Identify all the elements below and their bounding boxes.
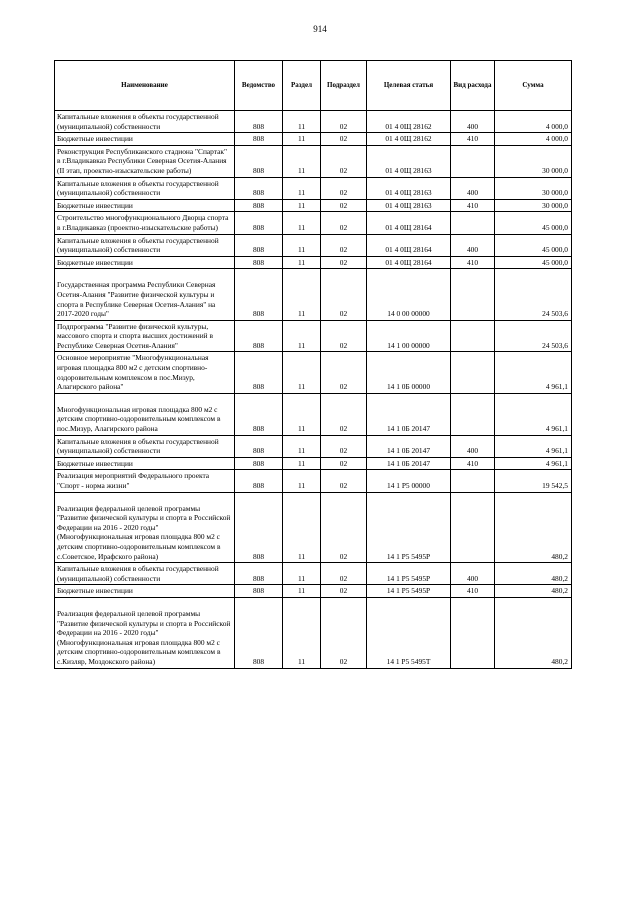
cell-name: Основное мероприятие "Многофункциональная игровая площадка 800 м2 с детским спортивно-оздоровительным комплексом в пос.Мизур, Алагирского района" bbox=[55, 352, 235, 393]
cell-exp-type: 410 bbox=[451, 133, 495, 146]
cell-dept: 808 bbox=[235, 234, 283, 256]
cell-subsection: 02 bbox=[321, 269, 367, 320]
cell-name: Бюджетные инвестиции bbox=[55, 133, 235, 146]
table-row bbox=[55, 597, 572, 668]
table-row bbox=[55, 133, 572, 146]
cell-name: Реконструкция Республиканского стадиона "Спартак" в г.Владикавказ Республики Северная Осетия-Алания (II этап, проектно-изыскательские работы) bbox=[55, 145, 235, 177]
cell-section: 11 bbox=[283, 585, 321, 598]
cell-name: Строительство многофункционального Дворца спорта в г.Владикавказ (проектно-изыскательские работы) bbox=[55, 212, 235, 234]
cell-target: 14 1 00 00000 bbox=[367, 320, 451, 352]
cell-dept: 808 bbox=[235, 435, 283, 457]
cell-target: 01 4 0Щ 28163 bbox=[367, 199, 451, 212]
cell-target: 14 1 0Б 00000 bbox=[367, 352, 451, 393]
cell-sum: 4 000,0 bbox=[495, 133, 572, 146]
cell-section: 11 bbox=[283, 145, 321, 177]
cell-sum: 45 000,0 bbox=[495, 256, 572, 269]
cell-dept: 808 bbox=[235, 563, 283, 585]
cell-name: Реализация федеральной целевой программы "Развитие физической культуры и спорта в Российской Федерации на 2016 - 2020 годы"(Многофункциональная игровая площадка 800 м2 с детским спортивно-оздоровительным комплексом в с.Кизляр, Моздокского района) bbox=[55, 597, 235, 668]
cell-subsection: 02 bbox=[321, 133, 367, 146]
cell-dept: 808 bbox=[235, 597, 283, 668]
cell-target: 14 1 P5 5495P bbox=[367, 563, 451, 585]
cell-sum: 30 000,0 bbox=[495, 199, 572, 212]
cell-section: 11 bbox=[283, 199, 321, 212]
cell-section: 11 bbox=[283, 393, 321, 435]
table-row bbox=[55, 457, 572, 470]
cell-section: 11 bbox=[283, 133, 321, 146]
cell-exp-type: 400 bbox=[451, 111, 495, 133]
cell-sum: 30 000,0 bbox=[495, 145, 572, 177]
cell-section: 11 bbox=[283, 320, 321, 352]
header-name: Наименование bbox=[55, 61, 235, 111]
header-subsection: Подраздел bbox=[321, 61, 367, 111]
cell-target: 01 4 0Щ 28164 bbox=[367, 234, 451, 256]
cell-subsection: 02 bbox=[321, 585, 367, 598]
cell-sum: 4 961,1 bbox=[495, 352, 572, 393]
cell-target: 01 4 0Щ 28162 bbox=[367, 133, 451, 146]
cell-subsection: 02 bbox=[321, 457, 367, 470]
cell-subsection: 02 bbox=[321, 470, 367, 492]
cell-dept: 808 bbox=[235, 177, 283, 199]
table-row bbox=[55, 435, 572, 457]
cell-subsection: 02 bbox=[321, 435, 367, 457]
cell-name: Бюджетные инвестиции bbox=[55, 457, 235, 470]
cell-target: 01 4 0Щ 28163 bbox=[367, 177, 451, 199]
cell-section: 11 bbox=[283, 352, 321, 393]
cell-sum: 19 542,5 bbox=[495, 470, 572, 492]
cell-name: Подпрограмма "Развитие физической культуры, массового спорта и спорта высших достижений в Республике Северная Осетия-Алания" bbox=[55, 320, 235, 352]
header-exp-type: Вид расхода bbox=[451, 61, 495, 111]
cell-exp-type bbox=[451, 597, 495, 668]
cell-section: 11 bbox=[283, 111, 321, 133]
cell-name: Капитальные вложения в объекты государственной (муниципальной) собственности bbox=[55, 111, 235, 133]
cell-target: 01 4 0Щ 28164 bbox=[367, 256, 451, 269]
cell-section: 11 bbox=[283, 177, 321, 199]
cell-dept: 808 bbox=[235, 585, 283, 598]
header-dept: Ведомство bbox=[235, 61, 283, 111]
cell-dept: 808 bbox=[235, 199, 283, 212]
cell-sum: 30 000,0 bbox=[495, 177, 572, 199]
cell-exp-type: 400 bbox=[451, 563, 495, 585]
cell-sum: 4 961,1 bbox=[495, 435, 572, 457]
cell-target: 01 4 0Щ 28162 bbox=[367, 111, 451, 133]
table-row bbox=[55, 470, 572, 492]
cell-subsection: 02 bbox=[321, 597, 367, 668]
table-row bbox=[55, 393, 572, 435]
cell-sum: 45 000,0 bbox=[495, 234, 572, 256]
cell-target: 14 1 P5 5495P bbox=[367, 492, 451, 563]
table-header bbox=[55, 61, 572, 111]
cell-exp-type: 410 bbox=[451, 256, 495, 269]
cell-section: 11 bbox=[283, 470, 321, 492]
cell-subsection: 02 bbox=[321, 234, 367, 256]
cell-target: 01 4 0Щ 28164 bbox=[367, 212, 451, 234]
header-sum: Сумма bbox=[495, 61, 572, 111]
cell-dept: 808 bbox=[235, 393, 283, 435]
cell-sum: 480,2 bbox=[495, 563, 572, 585]
cell-exp-type bbox=[451, 212, 495, 234]
cell-subsection: 02 bbox=[321, 563, 367, 585]
cell-name: Капитальные вложения в объекты государственной (муниципальной) собственности bbox=[55, 563, 235, 585]
cell-name: Капитальные вложения в объекты государственной (муниципальной) собственности bbox=[55, 177, 235, 199]
cell-section: 11 bbox=[283, 212, 321, 234]
cell-dept: 808 bbox=[235, 457, 283, 470]
cell-exp-type bbox=[451, 269, 495, 320]
table-row bbox=[55, 256, 572, 269]
cell-target: 14 1 P5 5495T bbox=[367, 597, 451, 668]
cell-subsection: 02 bbox=[321, 352, 367, 393]
cell-exp-type: 400 bbox=[451, 435, 495, 457]
cell-exp-type bbox=[451, 145, 495, 177]
cell-section: 11 bbox=[283, 563, 321, 585]
cell-target: 14 1 P5 5495P bbox=[367, 585, 451, 598]
cell-name: Капитальные вложения в объекты государственной (муниципальной) собственности bbox=[55, 435, 235, 457]
table-row bbox=[55, 145, 572, 177]
cell-sum: 480,2 bbox=[495, 585, 572, 598]
table-row bbox=[55, 352, 572, 393]
cell-subsection: 02 bbox=[321, 320, 367, 352]
cell-target: 14 1 0Б 20147 bbox=[367, 435, 451, 457]
cell-exp-type: 400 bbox=[451, 177, 495, 199]
table-row bbox=[55, 269, 572, 320]
cell-dept: 808 bbox=[235, 492, 283, 563]
table-row bbox=[55, 212, 572, 234]
page-number: 914 bbox=[313, 24, 327, 34]
cell-exp-type: 410 bbox=[451, 585, 495, 598]
cell-target: 14 1 0Б 20147 bbox=[367, 393, 451, 435]
table-row bbox=[55, 111, 572, 133]
cell-sum: 4 961,1 bbox=[495, 393, 572, 435]
table-row bbox=[55, 234, 572, 256]
cell-subsection: 02 bbox=[321, 492, 367, 563]
cell-dept: 808 bbox=[235, 352, 283, 393]
cell-name: Реализация федеральной целевой программы "Развитие физической культуры и спорта в Российской Федерации на 2016 - 2020 годы"(Многофункциональная игровая площадка 800 м2 с детским спортивно-оздоровительным комплексом в с.Советское, Ирафского района) bbox=[55, 492, 235, 563]
cell-dept: 808 bbox=[235, 320, 283, 352]
table-body bbox=[55, 111, 572, 669]
table-row bbox=[55, 563, 572, 585]
cell-exp-type: 410 bbox=[451, 457, 495, 470]
table-row bbox=[55, 320, 572, 352]
cell-subsection: 02 bbox=[321, 393, 367, 435]
cell-dept: 808 bbox=[235, 212, 283, 234]
cell-dept: 808 bbox=[235, 145, 283, 177]
cell-sum: 24 503,6 bbox=[495, 320, 572, 352]
header-section: Раздел bbox=[283, 61, 321, 111]
table-row bbox=[55, 199, 572, 212]
cell-exp-type: 400 bbox=[451, 234, 495, 256]
cell-subsection: 02 bbox=[321, 199, 367, 212]
budget-table bbox=[54, 60, 572, 669]
cell-section: 11 bbox=[283, 234, 321, 256]
cell-target: 01 4 0Щ 28163 bbox=[367, 145, 451, 177]
table-row bbox=[55, 177, 572, 199]
cell-dept: 808 bbox=[235, 269, 283, 320]
cell-dept: 808 bbox=[235, 256, 283, 269]
cell-section: 11 bbox=[283, 492, 321, 563]
table-row bbox=[55, 585, 572, 598]
cell-name: Капитальные вложения в объекты государственной (муниципальной) собственности bbox=[55, 234, 235, 256]
cell-subsection: 02 bbox=[321, 212, 367, 234]
cell-name: Государственная программа Республики Северная Осетия-Алания "Развитие физической культуры и спорта в Республике Северная Осетия-Алания" на 2017-2020 годы" bbox=[55, 269, 235, 320]
cell-section: 11 bbox=[283, 597, 321, 668]
cell-name: Бюджетные инвестиции bbox=[55, 585, 235, 598]
cell-name: Бюджетные инвестиции bbox=[55, 256, 235, 269]
cell-section: 11 bbox=[283, 256, 321, 269]
cell-dept: 808 bbox=[235, 470, 283, 492]
cell-target: 14 1 P5 00000 bbox=[367, 470, 451, 492]
cell-subsection: 02 bbox=[321, 256, 367, 269]
header-target: Целевая статья bbox=[367, 61, 451, 111]
cell-sum: 24 503,6 bbox=[495, 269, 572, 320]
table-row bbox=[55, 492, 572, 563]
cell-subsection: 02 bbox=[321, 145, 367, 177]
cell-exp-type: 410 bbox=[451, 199, 495, 212]
cell-section: 11 bbox=[283, 435, 321, 457]
cell-exp-type bbox=[451, 470, 495, 492]
cell-exp-type bbox=[451, 320, 495, 352]
cell-section: 11 bbox=[283, 457, 321, 470]
cell-sum: 4 961,1 bbox=[495, 457, 572, 470]
cell-subsection: 02 bbox=[321, 111, 367, 133]
cell-sum: 45 000,0 bbox=[495, 212, 572, 234]
cell-name: Многофункциональная игровая площадка 800 м2 с детским спортивно-оздоровительным комплексом в пос.Мизур, Алагирского района bbox=[55, 393, 235, 435]
cell-exp-type bbox=[451, 492, 495, 563]
cell-sum: 480,2 bbox=[495, 597, 572, 668]
cell-sum: 4 000,0 bbox=[495, 111, 572, 133]
cell-section: 11 bbox=[283, 269, 321, 320]
cell-sum: 480,2 bbox=[495, 492, 572, 563]
cell-name: Бюджетные инвестиции bbox=[55, 199, 235, 212]
cell-target: 14 0 00 00000 bbox=[367, 269, 451, 320]
cell-dept: 808 bbox=[235, 133, 283, 146]
cell-name: Реализация мероприятий Федерального проекта "Спорт - норма жизни" bbox=[55, 470, 235, 492]
cell-exp-type bbox=[451, 352, 495, 393]
cell-dept: 808 bbox=[235, 111, 283, 133]
cell-exp-type bbox=[451, 393, 495, 435]
cell-target: 14 1 0Б 20147 bbox=[367, 457, 451, 470]
cell-subsection: 02 bbox=[321, 177, 367, 199]
